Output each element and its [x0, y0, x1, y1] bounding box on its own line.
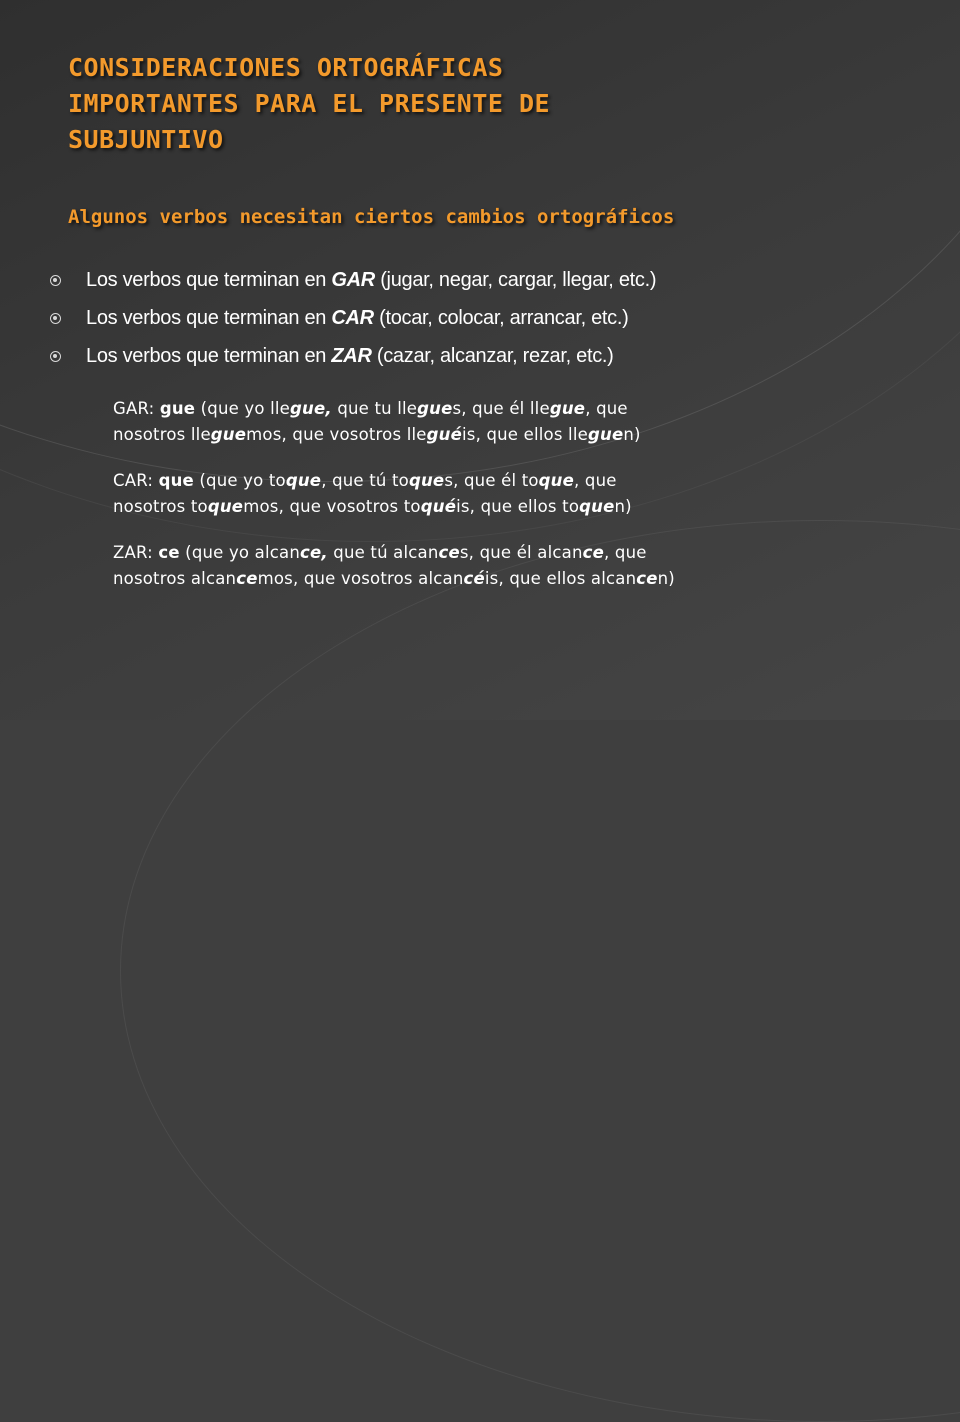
title-line: SUBJUNTIVO [68, 125, 224, 154]
circle-bullet-icon [50, 351, 61, 362]
example-car: CAR: que (que yo toque, que tú toques, que él toque, que nosotros toquemos, que vosotros toquéis, que ellos toquen) [113, 471, 632, 516]
bullet-text: Los verbos que terminan en ZAR (cazar, alcanzar, rezar, etc.) [86, 344, 614, 367]
slide-subtitle: Algunos verbos necesitan ciertos cambios ortográficos [68, 206, 675, 228]
example-zar: ZAR: ce (que yo alcance, que tú alcances, que él alcance, que nosotros alcancemos, que vosotros alcancéis, que ellos alcancen) [113, 543, 675, 588]
bullet-text: Los verbos que terminan en CAR (tocar, colocar, arrancar, etc.) [86, 306, 629, 329]
bullet-item-car [50, 299, 910, 337]
circle-bullet-icon [50, 313, 61, 324]
conjugation-examples [113, 396, 933, 612]
bullet-list [50, 261, 910, 375]
bullet-text: Los verbos que terminan en GAR (jugar, negar, cargar, llegar, etc.) [86, 268, 657, 291]
title-line: IMPORTANTES PARA EL PRESENTE DE [68, 89, 551, 118]
title-line: CONSIDERACIONES ORTOGRÁFICAS [68, 53, 504, 82]
circle-bullet-icon [50, 275, 61, 286]
slide-title [68, 50, 888, 158]
bullet-item-gar [50, 261, 910, 299]
bullet-item-zar [50, 337, 910, 375]
example-gar: GAR: gue (que yo llegue, que tu llegues, que él llegue, que nosotros lleguemos, que vosotros lleguéis, que ellos lleguen) [113, 399, 641, 444]
